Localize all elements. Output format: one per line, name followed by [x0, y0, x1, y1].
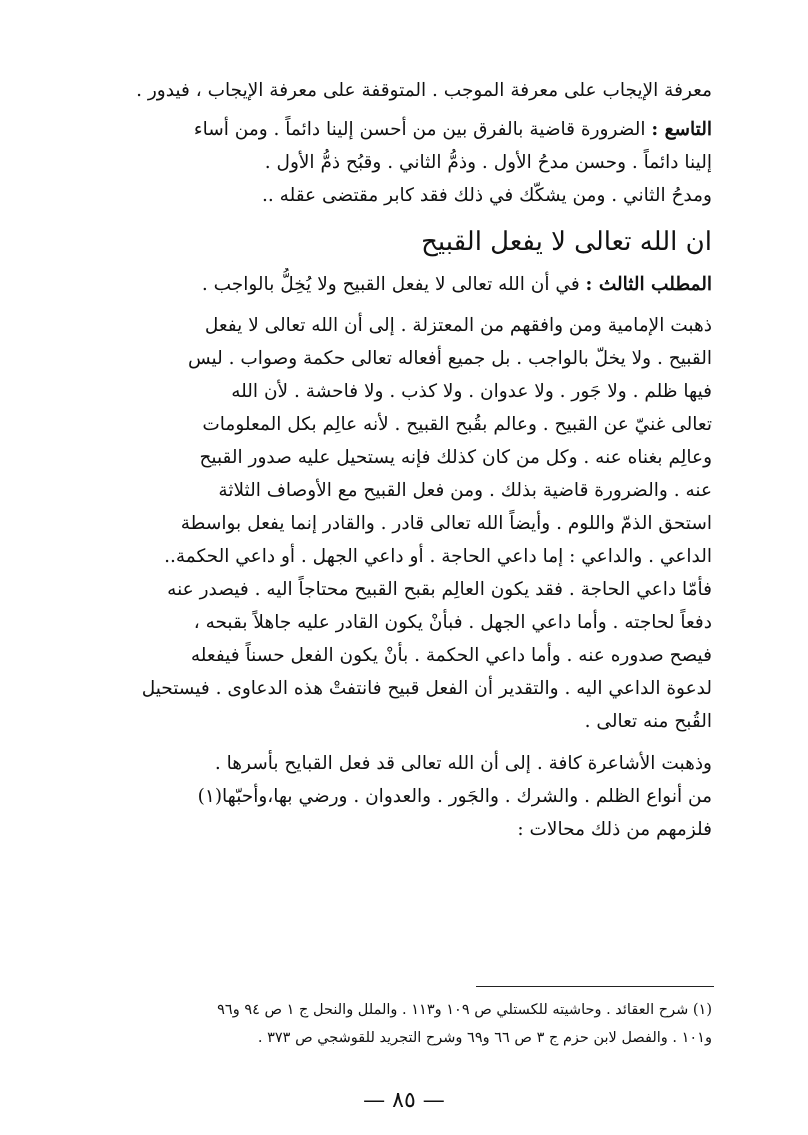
text-line: القُبح منه تعالى . — [584, 711, 712, 732]
text-line: فلزمهم من ذلك محالات : — [517, 819, 712, 840]
text-fragment: الضرورة قاضية بالفرق بين من أحسن إلينا دائماً . ومن أساء — [193, 119, 652, 140]
paragraph-third-topic — [96, 268, 712, 301]
paragraph-label: المطلب الثالث : — [585, 274, 712, 295]
paragraph-imamiyya — [96, 309, 712, 738]
section-heading: ان الله تعالى لا يفعل القبيح — [421, 227, 712, 257]
text-line: فأمّا داعي الحاجة . فقد يكون العالِم بقبح القبيح محتاجاً اليه . فيصدر عنه — [167, 579, 712, 600]
paragraph-continuation — [96, 74, 712, 107]
text-line: فيها ظلم . ولا جَور . ولا عدوان . ولا كذب . ولا فاحشة . لأن الله — [231, 381, 712, 402]
text-line: استحق الذمّ واللوم . وأيضاً الله تعالى قادر . والقادر إنما يفعل بواسطة — [180, 513, 712, 534]
paragraph-label: التاسع : — [651, 119, 712, 140]
text-fragment: في أن الله تعالى لا يفعل القبيح ولا يُخِلُّ بالواجب . — [201, 274, 586, 295]
paragraph-ashairah — [96, 747, 712, 846]
text-line: إلينا دائماً . وحسن مدحُ الأول . وذمُّ الثاني . وقبُح ذمُّ الأول . — [264, 152, 712, 173]
text-line: ومدحُ الثاني . ومن يشكّك في ذلك فقد كابر مقتضى عقله .. — [262, 185, 712, 206]
footnotes — [96, 996, 712, 1052]
footnote-line: (١) شرح العقائد . وحاشيته للكستلي ص ١٠٩ و١١٣ . والملل والنحل ج ١ ص ٩٤ و٩٦ — [217, 1002, 712, 1018]
page-number: — ٨٥ — — [363, 1088, 445, 1113]
text-line: تعالى غنيّ عن القبيح . وعالم بقُبح القبيح . لأنه عالِم بكل المعلومات — [202, 414, 712, 435]
footnote-line: و١٠١ . والفصل لابن حزم ج ٣ ص ٦٦ و٦٩ وشرح التجريد للقوشجي ص ٣٧٣ . — [257, 1030, 712, 1046]
text-line: الداعي . والداعي : إما داعي الحاجة . أو داعي الجهل . أو داعي الحكمة.. — [164, 546, 712, 567]
text-line — [96, 113, 712, 146]
text-line: القبيح . ولا يخلّ بالواجب . بل جميع أفعاله تعالى حكمة وصواب . ليس — [187, 348, 712, 369]
text-line — [96, 268, 712, 301]
text-line: فيصح صدوره عنه . وأما داعي الحكمة . بأنْ يكون الفعل حسناً فيفعله — [190, 645, 712, 666]
main-text — [96, 74, 712, 846]
text-line: معرفة الإيجاب على معرفة الموجب . المتوقفة على معرفة الإيجاب ، فيدور . — [136, 80, 712, 101]
text-line: وعالِم بغناه عنه . وكل من كان كذلك فإنه يستحيل عليه صدور القبيح — [199, 447, 712, 468]
text-line: عنه . والضرورة قاضية بذلك . ومن فعل القبيح مع الأوصاف الثلاثة — [218, 480, 712, 501]
text-line: من أنواع الظلم . والشرك . والجَور . والعدوان . ورضي بها،وأحبّها(١) — [197, 786, 712, 807]
text-line: لدعوة الداعي اليه . والتقدير أن الفعل قبيح فانتفتْ هذه الدعاوى . فيستحيل — [141, 678, 712, 699]
text-line: ذهبت الإمامية ومن وافقهم من المعتزلة . إلى أن الله تعالى لا يفعل — [204, 315, 712, 336]
paragraph-ninth — [96, 113, 712, 212]
text-line: وذهبت الأشاعرة كافة . إلى أن الله تعالى قد فعل القبايح بأسرها . — [214, 753, 712, 774]
footnote-divider — [476, 986, 714, 987]
text-line: دفعاً لحاجته . وأما داعي الجهل . فبأنْ يكون القادر عليه جاهلاً بقبحه ، — [193, 612, 712, 633]
